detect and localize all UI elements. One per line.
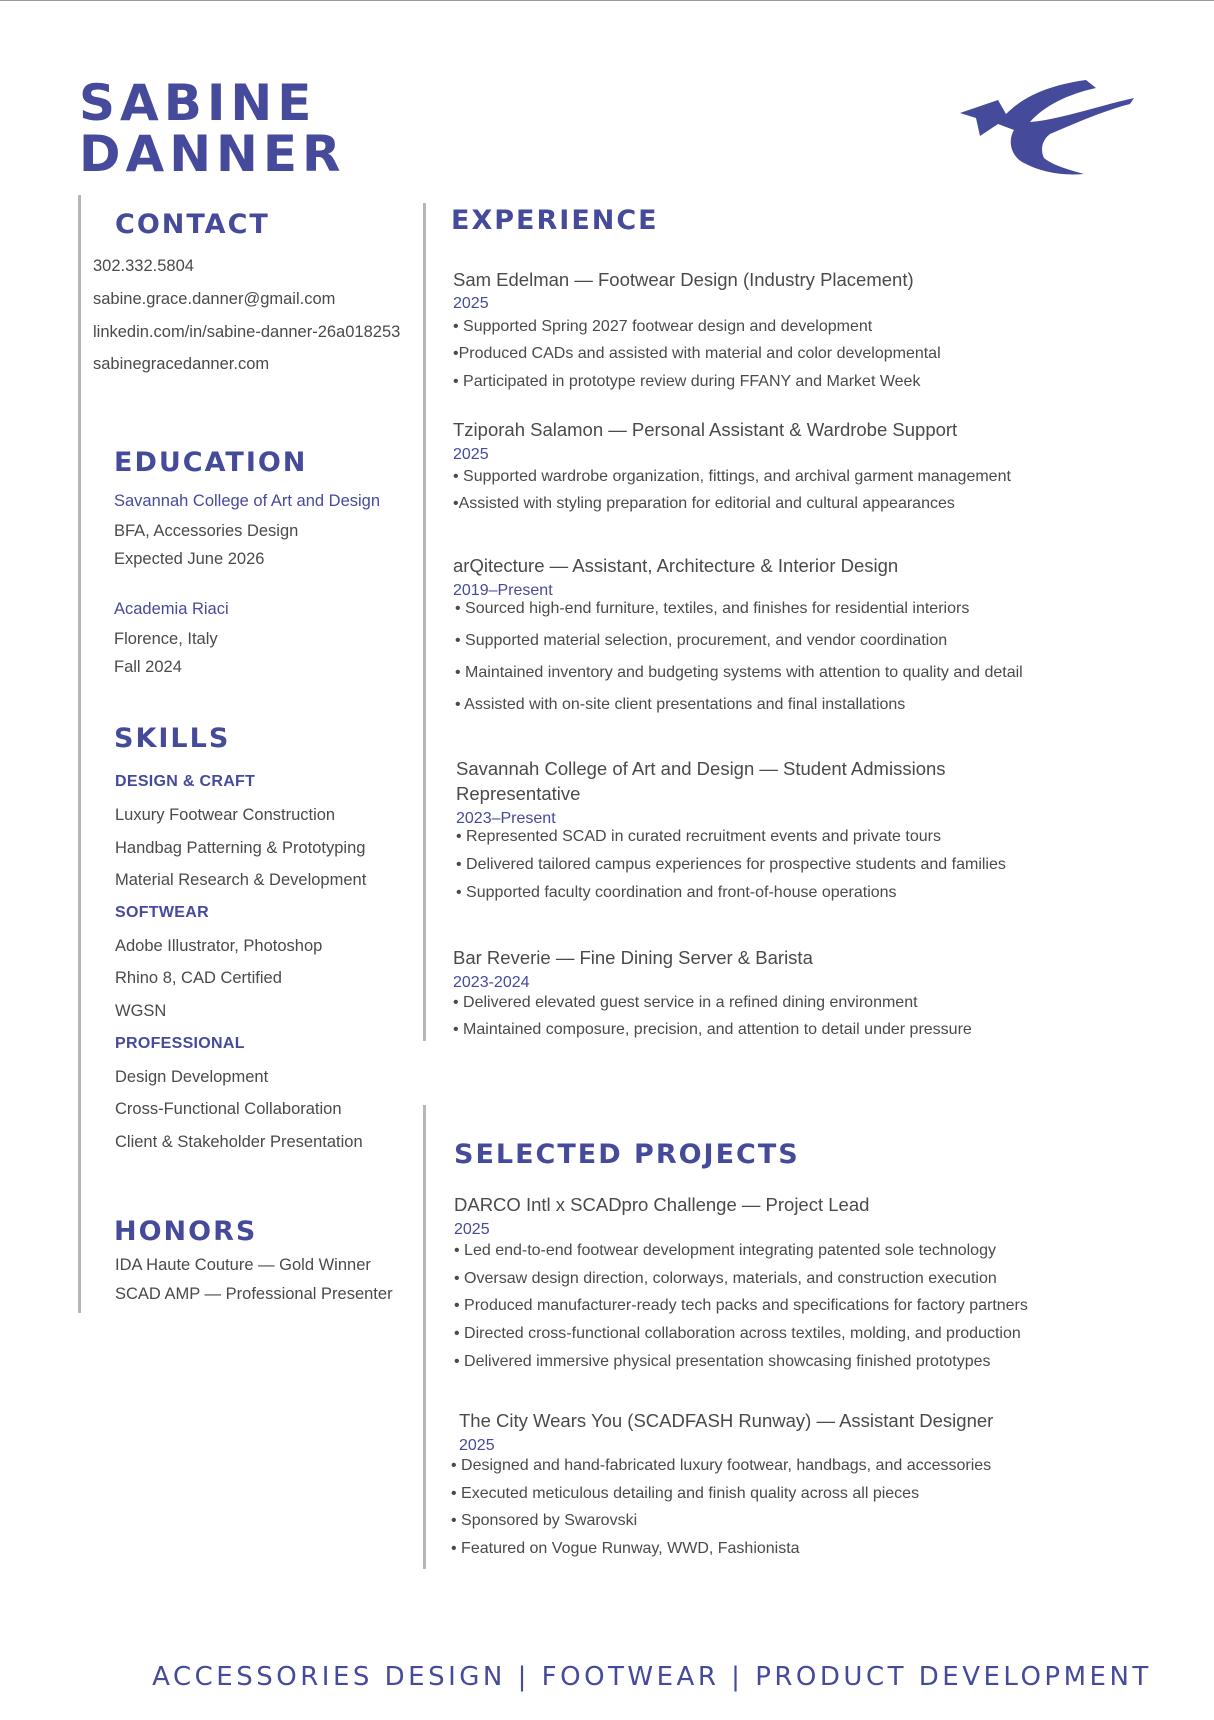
job-bullet: • Maintained inventory and budgeting systems with attention to quality and detail (455, 664, 1023, 681)
contact-phone[interactable]: 302.332.5804 (93, 257, 194, 275)
footer-tagline: ACCESSORIES DESIGN | FOOTWEAR | PRODUCT DEVELOPMENT (152, 1662, 1152, 1692)
skills-group-heading: SOFTWEAR (115, 904, 209, 921)
project-bullet: • Directed cross-functional collaboration across textiles, molding, and production (454, 1325, 1021, 1342)
school-name: Savannah College of Art and Design (114, 492, 381, 510)
contact-email[interactable]: sabine.grace.danner@gmail.com (93, 290, 336, 308)
skill-item: Cross-Functional Collaboration (115, 1100, 342, 1118)
skill-item: Client & Stakeholder Presentation (115, 1133, 363, 1151)
project-bullet: • Designed and hand-fabricated luxury footwear, handbags, and accessories (451, 1457, 992, 1474)
middle-rule-upper (423, 203, 426, 1041)
job-bullet: • Assisted with on-site client presentations and final installations (455, 696, 906, 713)
contact-linkedin[interactable]: linkedin.com/in/sabine-danner-26a018253 (93, 323, 401, 341)
school-date: Fall 2024 (114, 658, 182, 676)
job-bullet: • Sourced high-end furniture, textiles, and finishes for residential interiors (455, 600, 970, 617)
project-title: DARCO Intl x SCADpro Challenge — Project Lead (454, 1194, 870, 1215)
job-date: 2023–Present (456, 810, 556, 827)
project-date: 2025 (454, 1221, 490, 1238)
honors-heading: HONORS (114, 1216, 258, 1247)
skill-item: Design Development (115, 1068, 269, 1086)
skill-item: Handbag Patterning & Prototyping (115, 839, 366, 857)
school-degree: BFA, Accessories Design (114, 522, 299, 540)
project-bullet: • Executed meticulous detailing and finish quality across all pieces (451, 1485, 920, 1502)
first-name: SABINE (79, 74, 317, 132)
education-heading: EDUCATION (114, 447, 308, 478)
contact-heading: CONTACT (115, 209, 270, 240)
school-name: Academia Riaci (114, 600, 229, 618)
project-title: The City Wears You (SCADFASH Runway) — Assistant Designer (459, 1410, 994, 1431)
middle-rule-lower (423, 1105, 426, 1569)
skill-item: Luxury Footwear Construction (115, 806, 336, 824)
skill-item: WGSN (115, 1002, 167, 1020)
job-bullet: • Supported wardrobe organization, fittings, and archival garment management (453, 468, 1011, 485)
job-title: arQitecture — Assistant, Architecture & Interior Design (453, 555, 899, 576)
job-bullet: • Supported faculty coordination and front-of-house operations (456, 884, 897, 901)
job-title: Tziporah Salamon — Personal Assistant & Wardrobe Support (453, 419, 958, 440)
job-bullet: • Delivered elevated guest service in a refined dining environment (453, 994, 918, 1011)
job-title: Savannah College of Art and Design — Student Admissions (456, 758, 946, 779)
honor-item: IDA Haute Couture — Gold Winner (115, 1256, 371, 1274)
project-bullet: • Sponsored by Swarovski (451, 1512, 638, 1529)
skills-group-heading: PROFESSIONAL (115, 1035, 245, 1052)
job-title: Bar Reverie — Fine Dining Server & Barista (453, 947, 813, 968)
contact-website[interactable]: sabinegracedanner.com (93, 355, 270, 373)
job-title-continued: Representative (456, 783, 581, 804)
project-bullet: • Oversaw design direction, colorways, materials, and construction execution (454, 1270, 997, 1287)
projects-heading: SELECTED PROJECTS (454, 1139, 800, 1170)
job-date: 2023-2024 (453, 974, 530, 991)
job-date: 2025 (453, 295, 489, 312)
job-bullet: • Delivered tailored campus experiences for prospective students and families (456, 856, 1006, 873)
honor-item: SCAD AMP — Professional Presenter (115, 1285, 393, 1303)
job-date: 2025 (453, 446, 489, 463)
job-bullet: •Produced CADs and assisted with material and color developmental (453, 345, 941, 362)
skill-item: Adobe Illustrator, Photoshop (115, 937, 323, 955)
project-bullet: • Led end-to-end footwear development integrating patented sole technology (454, 1242, 996, 1259)
project-bullet: • Produced manufacturer-ready tech packs and specifications for factory partners (454, 1297, 1028, 1314)
skill-item: Material Research & Development (115, 871, 367, 889)
top-rule (0, 0, 1214, 1)
job-title: Sam Edelman — Footwear Design (Industry Placement) (453, 269, 914, 290)
job-bullet: • Supported material selection, procurement, and vendor coordination (455, 632, 948, 649)
left-column-rule (78, 195, 81, 1313)
job-bullet: • Maintained composure, precision, and attention to detail under pressure (453, 1021, 972, 1038)
swallow-bird-icon (958, 78, 1136, 176)
project-bullet: • Featured on Vogue Runway, WWD, Fashionista (451, 1540, 800, 1557)
experience-heading: EXPERIENCE (451, 205, 659, 236)
project-bullet: • Delivered immersive physical presentation showcasing finished prototypes (454, 1353, 991, 1370)
school-location: Florence, Italy (114, 630, 218, 648)
job-date: 2019–Present (453, 582, 553, 599)
job-bullet: • Represented SCAD in curated recruitment events and private tours (456, 828, 941, 845)
skills-group-heading: DESIGN & CRAFT (115, 773, 256, 790)
job-bullet: •Assisted with styling preparation for editorial and cultural appearances (453, 495, 955, 512)
job-bullet: • Supported Spring 2027 footwear design and development (453, 318, 873, 335)
job-bullet: • Participated in prototype review during FFANY and Market Week (453, 373, 921, 390)
skill-item: Rhino 8, CAD Certified (115, 969, 282, 987)
skills-heading: SKILLS (114, 723, 231, 754)
last-name: DANNER (79, 125, 346, 183)
school-date: Expected June 2026 (114, 550, 265, 568)
project-date: 2025 (459, 1437, 495, 1454)
resume-name (79, 74, 346, 183)
